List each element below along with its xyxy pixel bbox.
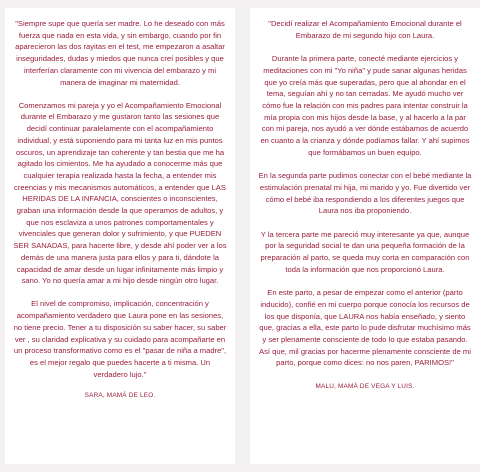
testimonial-paragraph: El nivel de compromiso, implicación, concentración y acompañamiento verdadero que Laura pone en las sesiones, no tiene precio. Tener a tu disposición su saber hacer, su saber ver , su claridad explicativa y su cuidado para acompañarte en un proceso transformativo como es el "pasar de niña a madre", es el mejor regalo que puedes hacerte a ti misma. Un verdadero lujo." (13, 299, 227, 379)
testimonial-paragraph: "Decidí realizar el Acompañamiento Emocional durante el Embarazo de mi segundo hijo con Laura. (268, 19, 462, 40)
testimonial-signature: SARA, MAMÁ DE LEO. (84, 391, 156, 399)
testimonial-paragraph: Comenzamos mi pareja y yo el Acompañamiento Emocional durante el Embarazo y me gustaron tanto las sesiones que decidí continuar paralelamente con el acompañamiento individual, y está suponiendo para mi tanta luz en mis puntos oscuros, un aprendizaje tan coherente y tan bestia que me ha agitado los cimientos. Me ha ayudado a conocerme más que cualquier terapia realizada hasta la fecha, a entender mis creencias y mis mecanismos automáticos, a entender que LAS HERIDAS DE LA INFANCIA, conscientes o inconscientes, graban una información desde la que operamos de adultos, y que nos esclaviza a unos patrones comportamentales y vivenciales que generan dolor y sufrimiento, y que PUEDEN SER SANADAS, para hacerte libre, y desde ahí poder ver a los demás de una manera justa para ellos y para ti, dándote la capacidad de amar desde un lugar infinitamente más limpio y sano. Yo no quería amar a mi hijo desde ningún otro lugar. (13, 100, 227, 286)
testimonial-signature: MALU, MAMÁ DE VEGA Y LUIS. (315, 383, 415, 391)
testimonial-paragraph: En este parto, a pesar de empezar como el anterior (parto inducido), confié en mi cuerpo porque conocía los recursos de los que disponía, que LAURA nos había enseñado, y siento que, gracias a ella, este parto lo pude disfrutar muchísimo más y ser plenamente consciente de todo lo que estaba pasando. Así que, mil gracias por hacerme plenamente consciente de mi parto, porque como dices: no nos paren, PARIMOS!" (259, 288, 471, 368)
testimonial-paragraph: "Siempre supe que quería ser madre. Lo he deseado con más fuerza que nada en esta vida, y sin embargo, cuando por fin aparecieron las dos rayitas en el test, me empezaron a asaltar inseguridades, dudas y miedos que nunca creí posibles y que interferían claramente con mi vivencia del embarazo y mi manera de imaginar mi maternidad. (15, 19, 225, 87)
testimonial-card-malu (250, 8, 480, 464)
testimonial-paragraph: Y la tercera parte me pareció muy interesante ya que, aunque por la seguridad social te dan una pequeña formación de la preparación al parto, se queda muy corta en comparación con toda la información que nos proporcionó Laura. (260, 229, 470, 274)
testimonial-card-sara (5, 8, 235, 464)
testimonial-paragraph: Durante la primera parte, conecté mediante ejercicios y meditaciones con mi "Yo niña" y pude sanar algunas heridas que yo creía más que superadas, pero que al ahondar en el tema, seguían ahí y no tan cerradas. Me ayudó mucho ver cómo fue la relación con mis padres para intentar construir la mía propia con mis hijos desde la base, y al hacerlo a la par con mi pareja, nos ayudó a ver dónde estábamos de acuerdo en cuanto a la crianza y dónde podíamos fallar. Y ahí supimos que formábamos un buen equipo. (260, 54, 470, 157)
testimonial-paragraph: En la segunda parte pudimos conectar con el bebé mediante la estimulación prenatal mi hija, mi marido y yo. Fue divertido ver cómo el bebé iba respondiendo a los diferentes juegos que Laura nos iba proponiendo. (258, 171, 472, 216)
